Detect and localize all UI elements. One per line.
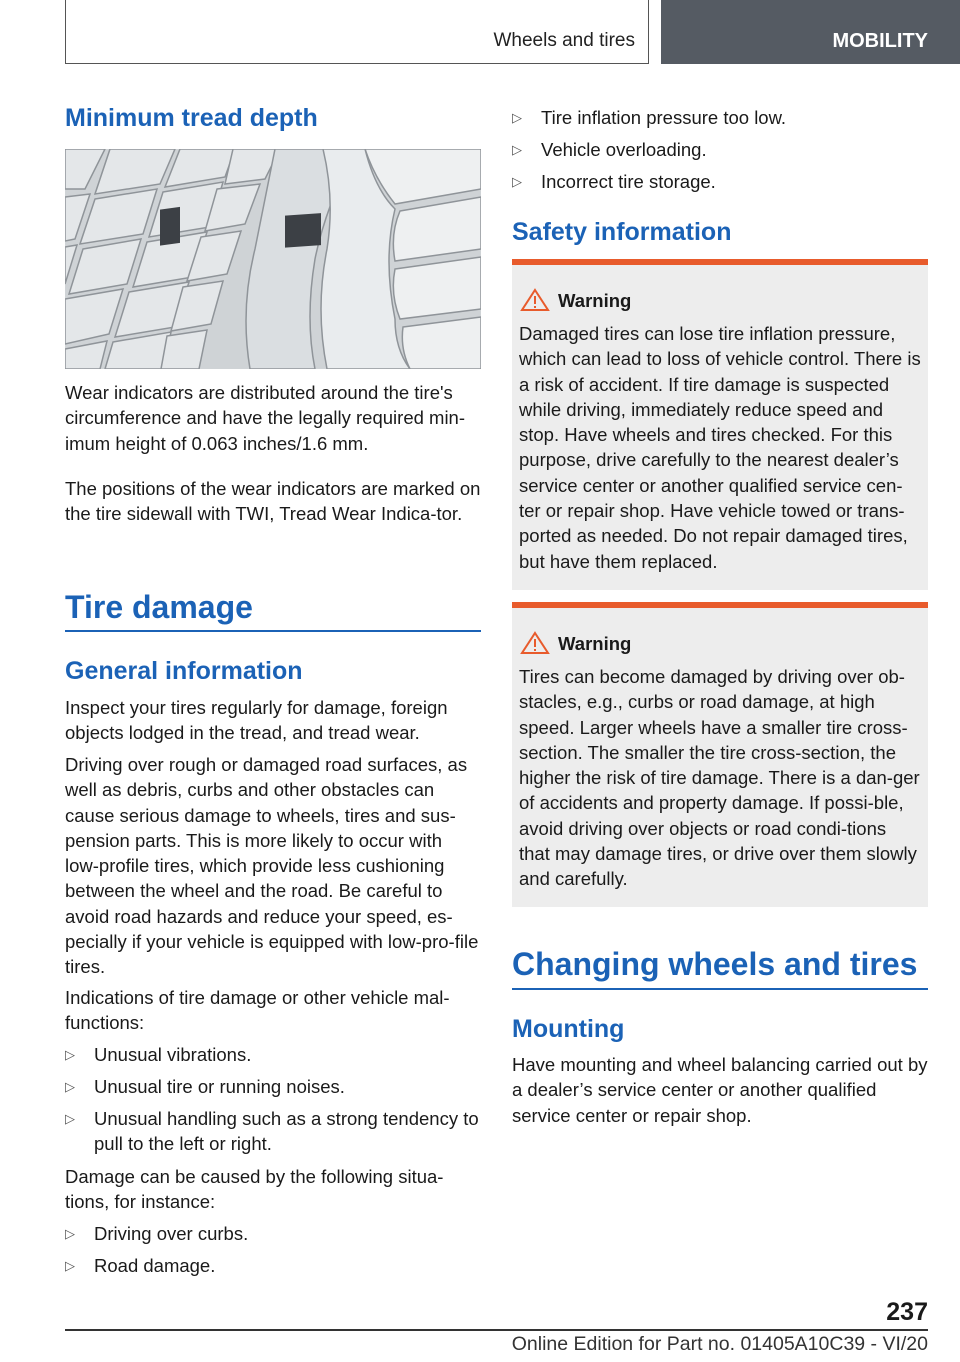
header-chapter-tab: MOBILITY [661, 0, 960, 64]
heading-tire-damage: Tire damage [65, 589, 253, 625]
warning-2-text: Tires can become damaged by driving over ob‐stacles, e.g., curbs or road damage, at high speed. Larger wheels have a smaller tire cross-section. The smaller the tire cross-section, the higher the risk of tire damage. There is a dan‐ger of accidents and property damage. If possi‐ble, avoid driving over objects or road condi‐tions that may damage tires, or drive over them slowly and carefully. [519, 666, 920, 890]
heading-minimum-tread-depth: Minimum tread depth [65, 104, 318, 132]
changing-wheels-rule [512, 988, 928, 990]
footer-rule [65, 1329, 928, 1331]
min-tread-paragraph-1: Wear indicators are distributed around the tire's circumference and have the legally required min‐imum height of 0.063 inches/1.6 mm. [65, 382, 466, 454]
bullet-triangle-icon: ▷ [512, 142, 522, 157]
warning-box-1 [512, 259, 928, 590]
heading-mounting: Mounting [512, 1015, 625, 1043]
min-tread-paragraph-2: The positions of the wear indicators are marked on the tire sidewall with TWI, Tread Wear Indica‐tor. [65, 478, 481, 525]
general-paragraph-3: Indications of tire damage or other vehicle mal‐functions: [65, 987, 450, 1034]
causes-intro: Damage can be caused by the following situa‐tions, for instance: [65, 1166, 444, 1213]
warning-triangle-icon [520, 288, 550, 312]
general-paragraph-2: Driving over rough or damaged road surfaces, as well as debris, curbs and other obstacles can cause serious damage to wheels, tires and sus‐pension parts. This is more likely to occur with low-profile tires, which provide less cushioning between the wheel and the road. Be careful to avoid road hazards and reduce your speed, es‐pecially if your vehicle is equipped with low-pro‐file tires. [65, 754, 479, 978]
bullet-triangle-icon: ▷ [65, 1226, 75, 1241]
heading-general-information: General information [65, 657, 303, 685]
bullet-triangle-icon: ▷ [65, 1079, 75, 1094]
bullet-triangle-icon: ▷ [512, 174, 522, 189]
warning-1-title: Warning [558, 290, 632, 311]
heading-safety-information: Safety information [512, 218, 732, 246]
footer-edition: Online Edition for Part no. 01405A10C39 - VI/20 [511, 1333, 928, 1355]
bullet-triangle-icon: ▷ [512, 110, 522, 125]
header-section-title: Wheels and tires [493, 30, 635, 51]
warning-box-2 [512, 602, 928, 907]
warning-1-text: Damaged tires can lose tire inflation pressure, which can lead to loss of vehicle control. There is a risk of accident. If tire damage is suspected while driving, immediately reduce speed and stop. Have wheels and tires checked. For this purpose, drive carefully to the nearest dealer’s service center or another qualified service cen‐ter or repair shop. Have vehicle towed or trans‐ported as needed. Do not repair damaged tires, but have them replaced. [519, 323, 921, 572]
bullet-triangle-icon: ▷ [65, 1111, 75, 1126]
tire-tread-illustration [65, 149, 481, 369]
warning-2-title: Warning [558, 633, 632, 654]
warning-triangle-icon [520, 631, 550, 655]
general-paragraph-1: Inspect your tires regularly for damage, foreign objects lodged in the tread, and tread wear. [65, 697, 448, 744]
bullet-triangle-icon: ▷ [65, 1258, 75, 1273]
heading-changing-wheels-and-tires: Changing wheels and tires [512, 946, 918, 982]
mounting-paragraph: Have mounting and wheel balancing carried out by a dealer’s service center or another qualified service center or repair shop. [512, 1054, 928, 1126]
page-number: 237 [886, 1298, 928, 1326]
bullet-triangle-icon: ▷ [65, 1047, 75, 1062]
tire-damage-rule [65, 630, 481, 632]
